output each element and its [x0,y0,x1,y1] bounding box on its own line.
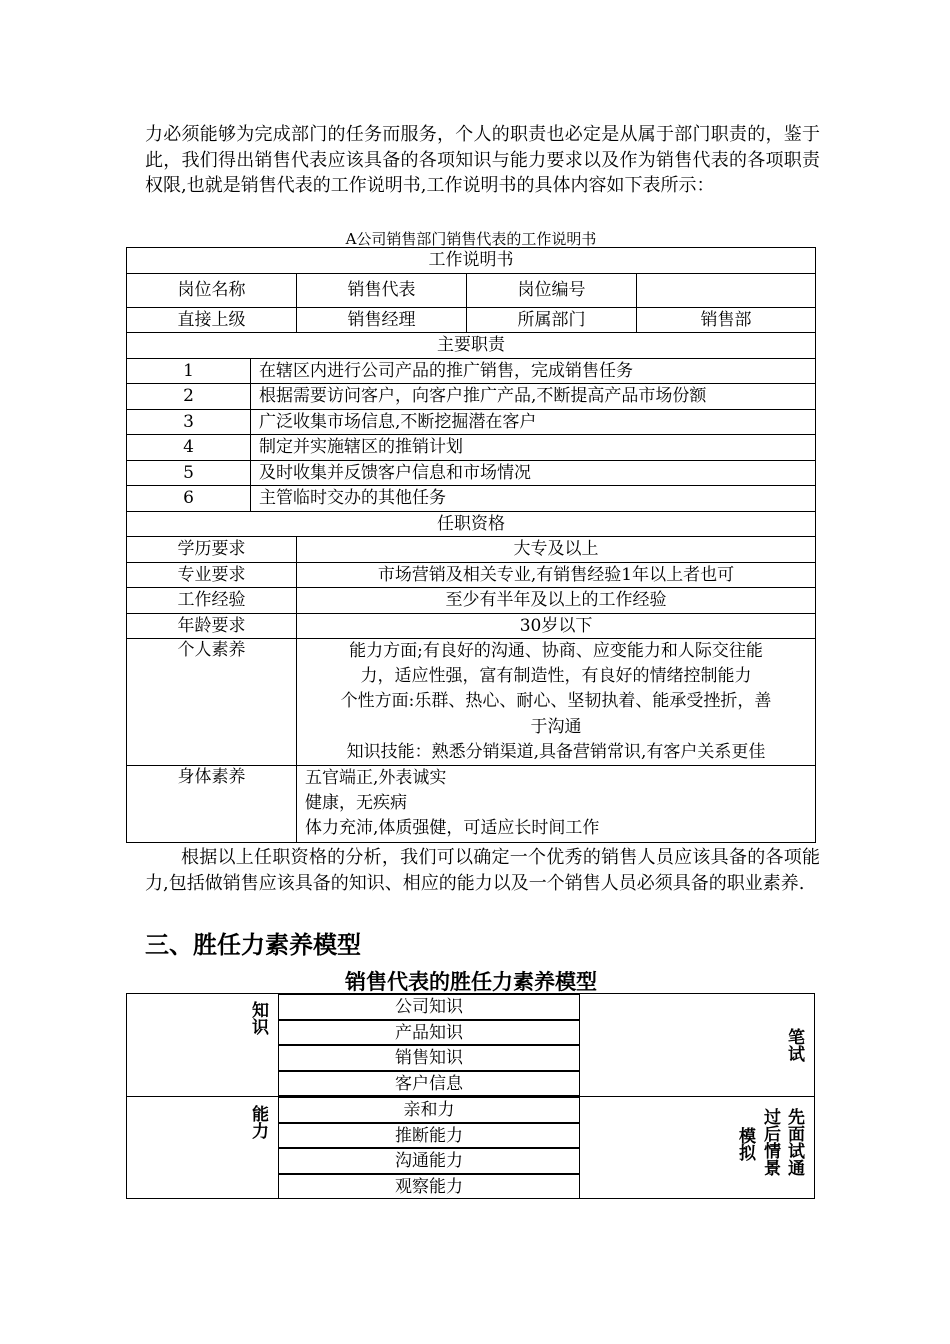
section-heading: 三、胜任力素养模型 [145,931,361,959]
personal-line: 于沟通 [530,716,582,737]
duty-no: 2 [127,384,251,410]
qual-label: 工作经验 [127,588,297,614]
knowledge-item: 销售知识 [278,1045,580,1071]
physical-quality-value [297,766,816,843]
value-position-no [637,273,816,307]
duties-header: 主要职责 [127,333,816,359]
ability-item: 沟通能力 [278,1148,580,1174]
model-title: 销售代表的胜任力素养模型 [345,970,597,994]
value-position-name: 销售代表 [297,273,467,307]
personal-quality-value [297,639,816,766]
qual-value: 至少有半年及以上的工作经验 [297,588,816,614]
label-position-no: 岗位编号 [467,273,637,307]
duty-text: 广泛收集市场信息,不断挖掘潜在客户 [251,409,816,435]
qual-label: 专业要求 [127,562,297,588]
qualifications-header: 任职资格 [127,511,816,537]
duty-no: 6 [127,486,251,512]
qual-label: 年龄要求 [127,613,297,639]
knowledge-label: 知识 [248,1001,268,1035]
qual-value: 大专及以上 [297,537,816,563]
duty-no: 5 [127,460,251,486]
personal-line: 力，适应性强，富有制造性，有良好的情绪控制能力 [360,666,752,687]
analysis-paragraph: 根据以上任职资格的分析，我们可以确定一个优秀的销售人员应该具备的各项能力,包括做销售应该具备的知识、相应的能力以及一个销售人员必须具备的职业素养. [145,847,820,894]
personal-line: 能力方面;有良好的沟通、协商、应变能力和人际交往能 [349,641,763,661]
physical-line: 体力充沛,体质强健，可适应长时间工作 [305,818,600,839]
physical-line: 五官端正,外表诚实 [305,768,447,789]
personal-line: 个性方面:乐群、热心、耐心、坚韧执着、能承受挫折，善 [340,691,772,712]
duty-text: 在辖区内进行公司产品的推广销售，完成销售任务 [251,358,816,384]
duty-no: 4 [127,435,251,461]
intro-paragraph: 力必须能够为完成部门的任务而服务，个人的职责也必定是从属于部门职责的，鉴于此，我们得出销售代表应该具备的各项知识与能力要求以及作为销售代表的各项职责权限,也就是销售代表的工作说明书,工作说明书的具体内容如下表所示： [145,124,820,196]
duty-text: 主管临时交办的其他任务 [251,486,816,512]
ability-label: 能力 [248,1105,268,1139]
physical-quality-label: 身体素养 [127,766,297,843]
qual-label: 学历要求 [127,537,297,563]
duty-text: 及时收集并反馈客户信息和市场情况 [251,460,816,486]
ability-item: 亲和力 [278,1097,580,1123]
label-position-name: 岗位名称 [127,273,297,307]
duty-no: 3 [127,409,251,435]
ability-method-col1: 先面试通 [784,1108,804,1176]
job-description-table [126,247,816,843]
value-supervisor: 销售经理 [297,307,467,333]
personal-line: 知识技能：熟悉分销渠道,具备营销常识,有客户关系更佳 [346,741,766,762]
ability-method-col3: 模拟 [735,1127,755,1161]
value-department: 销售部 [637,307,816,333]
jd-title: 工作说明书 [127,248,816,274]
qual-value: 市场营销及相关专业,有销售经验1年以上者也可 [297,562,816,588]
ability-item: 推断能力 [278,1123,580,1149]
qual-value: 30岁以下 [297,613,816,639]
duty-text: 制定并实施辖区的推销计划 [251,435,816,461]
label-department: 所属部门 [467,307,637,333]
ability-item: 观察能力 [278,1174,580,1200]
knowledge-method: 笔试 [784,1028,804,1062]
knowledge-item: 客户信息 [278,1071,580,1097]
knowledge-item: 产品知识 [278,1020,580,1046]
label-supervisor: 直接上级 [127,307,297,333]
knowledge-item: 公司知识 [278,994,580,1020]
ability-method-col2: 过后情景 [760,1108,780,1176]
duty-no: 1 [127,358,251,384]
personal-quality-label: 个人素养 [127,639,297,766]
table-caption: A公司销售部门销售代表的工作说明书 [345,230,597,248]
physical-line: 健康，无疾病 [305,793,407,814]
duty-text: 根据需要访问客户，向客户推广产品,不断提高产品市场份额 [251,384,816,410]
